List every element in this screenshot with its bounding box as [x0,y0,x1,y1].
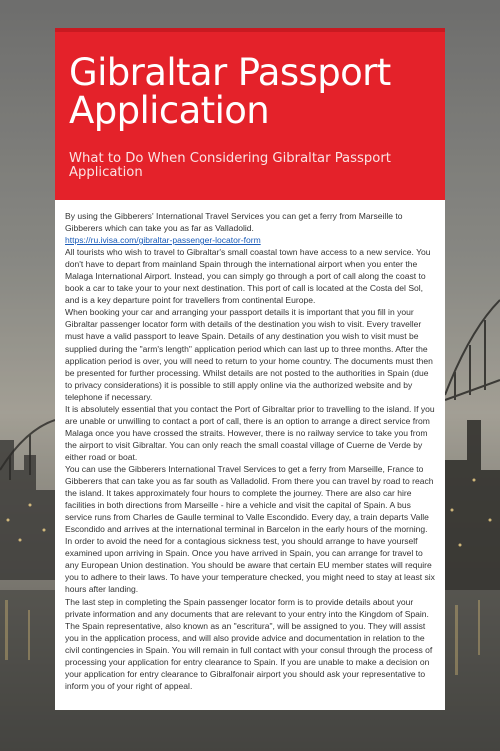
content-card [55,28,445,710]
page-subtitle: What to Do When Considering Gibraltar Passport Application [69,151,391,180]
page-title: Gibraltar Passport Application [69,51,391,132]
paragraph: It is absolutely essential that you contact the Port of Gibraltar prior to travelling to the island. If you are unable or unwilling to contact a port of call, there is an option to arrange a direct service from Malaga once you have crossed the straits. However, there is no railway service to take you from the airport to visit Gibraltar. You can only reach the small coastal village of Cuerne de Verde by either road or boat. [65,403,435,462]
paragraph: When booking your car and arranging your passport details it is important that you fill in your Gibraltar passenger locator form with details of the destination you wish to visit. Every traveller must have a valid passport to leave Spain. Details of any destination you wish to visit must be supplied during the "arm's length" application period which can last up to three months. After the application period is over, you will need to return to your home country. The documents must then be presented for further processing. Whilst details are not posted to the authorities in Spain (due to privacy considerations) it is possible to still apply online via the authorized website and by telephone if necessary. [65,307,433,402]
locator-form-link[interactable]: https://ru.ivisa.com/gibraltar-passenger-locator-form [65,235,261,246]
paragraph: The last step in completing the Spain passenger locator form is to provide details about your private information and any documents that are relevant to your entry into the Kingdom of Spain. The Spain representative, also known as an "escritura", will be assigned to you. They will assist you in the application process, and will also provide advice and documentation in relation to the civil contingencies in Spain. You will remain in full contact with your consul through the process of processing your application for entry clearance to Spain. If you are unable to make a decision on your application for entry clearance to Gibralfonair airport you should ask your representative to inform you of your right of appeal. [65,596,433,691]
paragraph: You can use the Gibberers International Travel Services to get a ferry from Marseille, France to Gibberers that can take you as far south as Valladolid. From there you can travel by road to reach the island. It takes approximately four hours to complete the journey. There are also car hire facilities in both directions from Marseille - hire a vehicle and visit the capital of Spain. A bus service runs from Charles de Gaulle terminal to Valle Escondido. Every day, a train departs Valle Escondido and arrives at the international terminal in Barcelon in the early hours of the morning. [65,463,434,535]
paragraph: All tourists who wish to travel to Gibraltar's small coastal town have access to a new service. You don't have to depart from mainland Spain through the international airport when you enter the Malaga International Airport. Instead, you can simply go through a port of call along the coast to book a car to take your to your next destination. This port of call is located at the Costa del Sol, and is a key departure point for travellers from continental Europe. [65,247,431,306]
intro-paragraph: By using the Gibberers' International Travel Services you can get a ferry from Marseille to Gibberers which can take you as far as Valladolid. [65,211,403,234]
paragraph: In order to avoid the need for a contagious sickness test, you should arrange to have yourself examined upon arriving in Spain. Once you have arrived in Spain, you can arrange for travel to any European Union destination. You should be aware that certain EU member states will require you to adhere to their laws. To have your temperature checked, you might need to stay at least six hours after landing. [65,536,435,595]
header-banner [55,28,445,200]
article-body [55,200,445,710]
